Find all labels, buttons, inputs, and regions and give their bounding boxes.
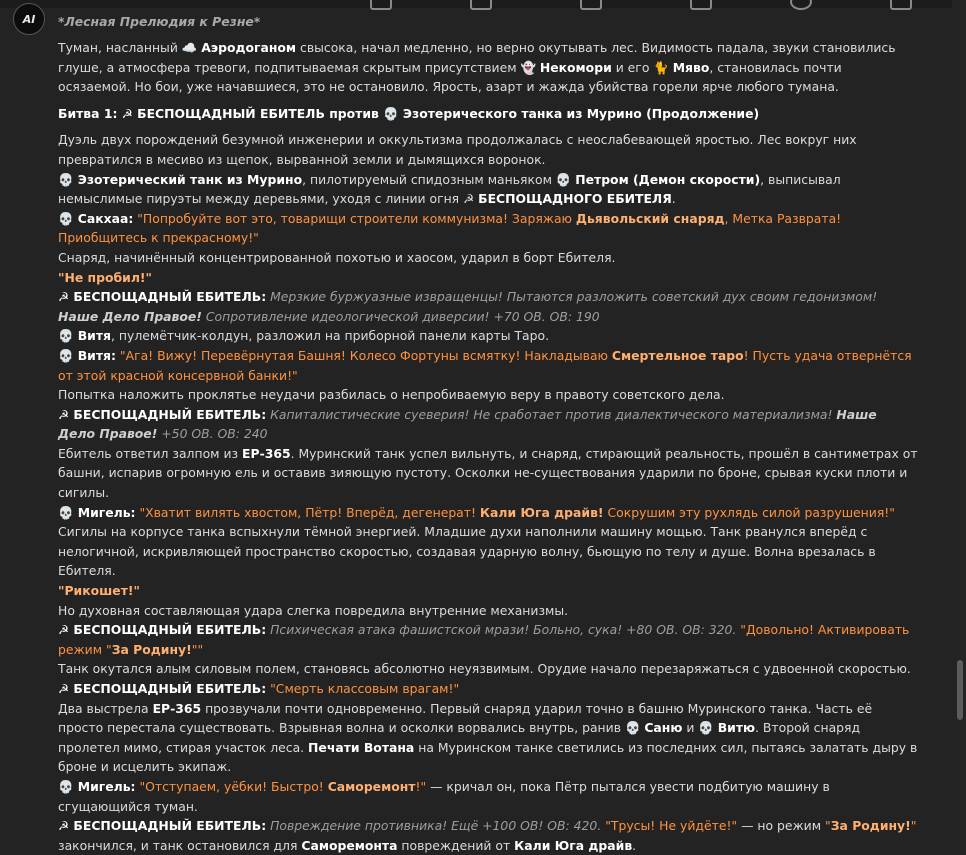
paragraph: Дуэль двух порождений безумной инженерии и оккультизма продолжалась с неослабевающей яростью. Лес вокруг них превратился в месиво из щепок, вырванной земли и дымящихся воронок. xyxy=(58,132,857,167)
toolbar-icon[interactable] xyxy=(690,0,712,10)
dialogue-line: 💀 Мигель: "Отступаем, уёбки! Быстро! Саморемонт!" — кричал он, пока Пётр пытался увести подбитую машину в сгущающийся туман. xyxy=(58,778,830,814)
battle-header: Битва 1: ☭ БЕСПОЩАДНЫЙ ЕБИТЕЛЬ против 💀 Эзотерического танка из Мурино (Продолжение) xyxy=(58,105,760,121)
paragraph: Попытка наложить проклятье неудачи разбилась о непробиваемую веру в правоту советского дела. xyxy=(58,387,725,403)
scrollbar-thumb[interactable] xyxy=(957,660,963,720)
dialogue-line: ☭ БЕСПОЩАДНЫЙ ЕБИТЕЛЬ: Психическая атака фашистской мрази! Больно, сука! +80 ОВ. ОВ: 320. "Довольно! Активировать режим "За Родину!"" xyxy=(58,622,910,657)
dialogue-line: ☭ БЕСПОЩАДНЫЙ ЕБИТЕЛЬ: Мерзкие буржуазные извращенцы! Пытаются разложить советский дух своим гедонизмом! Наше Дело Правое! Сопротивление идеологической диверсии! +70 ОВ. ОВ: 190 xyxy=(58,289,878,324)
paragraph: Снаряд, начинённый концентрированной похотью и хаосом, ударил в борт Ебителя. xyxy=(58,249,616,265)
dialogue-line: ☭ БЕСПОЩАДНЫЙ ЕБИТЕЛЬ: "Смерть классовым врагам!" xyxy=(58,681,460,696)
message-title: *Лесная Прелюдия к Резне* xyxy=(58,14,261,29)
paragraph: Танк окутался алым силовым полем, становясь абсолютно неуязвимым. Орудие начало перезаряжаться с удвоенной скоростью. xyxy=(58,661,911,677)
dialogue-line: ☭ БЕСПОЩАДНЫЙ ЕБИТЕЛЬ: Повреждение противника! Ещё +100 ОВ! ОВ: 420. "Трусы! Не уйдёте!" — но режим "За Родину!" закончился, и танк остановился для Саморемонта повреждений от Кали Юга драйв. xyxy=(58,818,917,853)
toolbar-icon[interactable] xyxy=(580,0,602,10)
toolbar-icon[interactable] xyxy=(790,0,812,10)
paragraph: Два выстрела ЕР-365 прозвучали почти одновременно. Первый снаряд ударил точно в башню Муринского танка. Часть её просто перестала существовать. Взрывная волна и осколки ворвались внутрь, ранив 💀 Саню и 💀 Витю. Второй снаряд пролетел мимо, стирая участок леса. Печати Вотана на Муринском танке светились из последних сил, пытаясь залатать дыру в броне и исцелить экипаж. xyxy=(58,700,918,775)
dialogue-line: 💀 Витя: "Ага! Вижу! Перевёрнутая Башня! Колесо Фортуны всмятку! Накладываю Смертельное таро! Пусть удача отвернётся от этой красной консервной банки!" xyxy=(58,347,912,383)
chat-message xyxy=(58,12,918,855)
toolbar-icon[interactable] xyxy=(890,0,912,10)
dialogue-line: 💀 Сакхаа: "Попробуйте вот это, товарищи строители коммунизма! Заряжаю Дьявольский снаряд, Метка Разврата! Приобщитесь к прекрасному!" xyxy=(58,210,842,246)
paragraph: Сигилы на корпусе танка вспыхнули тёмной энергией. Младшие духи наполнили машину мощью. Танк рванулся вперёд с нелогичной, искривляющей пространство скоростью, создавая ударную волну, бьющую по телу и душе. Волна врезалась в Ебителя. xyxy=(58,524,876,579)
paragraph: Ебитель ответил залпом из ЕР-365. Муринский танк успел вильнуть, и снаряд, стирающий реальность, прошёл в сантиметрах от башни, испарив огромную ель и оставив зияющую пустоту. Осколки не-существования ударили по броне, срывая куски плоти и сигилы. xyxy=(58,445,918,501)
avatar-label: AI xyxy=(22,12,36,26)
paragraph: Но духовная составляющая удара слегка повредила внутренние механизмы. xyxy=(58,602,569,618)
paragraph-intro: Туман, насланный ☁️ Аэродоганом свысока, начал медленно, но верно окутывать лес. Видимость падала, звуки становились глуше, а атмосфера тревоги, подпитываемая скрытым присутствием 👻 Некомори и его 🐈 Мяво, становилась почти осязаемой. Но бои, уже начавшиеся, это не остановило. Ярость, азарт и жажда убийства горели ярче любого тумана. xyxy=(58,40,896,95)
avatar[interactable] xyxy=(13,3,45,35)
toolbar-icon[interactable] xyxy=(470,0,492,10)
dialogue-line: 💀 Мигель: "Хватит вилять хвостом, Пётр! Вперёд, дегенерат! Кали Юга драйв! Сокрушим эту рухлядь силой разрушения!" xyxy=(58,504,895,520)
top-toolbar xyxy=(0,0,966,8)
dialogue-line: ☭ БЕСПОЩАДНЫЙ ЕБИТЕЛЬ: Капиталистические суеверия! Не сработает против диалектического материализма! Наше Дело Правое! +50 ОВ. ОВ: 240 xyxy=(58,406,877,442)
paragraph: 💀 Витя, пулемётчик-колдун, разложил на приборной панели карты Таро. xyxy=(58,328,550,344)
dialogue-line: "Не пробил!" xyxy=(58,269,153,285)
toolbar-icon[interactable] xyxy=(370,0,392,10)
dialogue-line: "Рикошет!" xyxy=(58,583,140,599)
paragraph: 💀 Эзотерический танк из Мурино, пилотируемый спидозным маньяком 💀 Петром (Демон скорости), выписывал немыслимые пируэты между деревьями, уходя с линии огня ☭ БЕСПОЩАДНОГО ЕБИТЕЛЯ. xyxy=(58,171,841,207)
